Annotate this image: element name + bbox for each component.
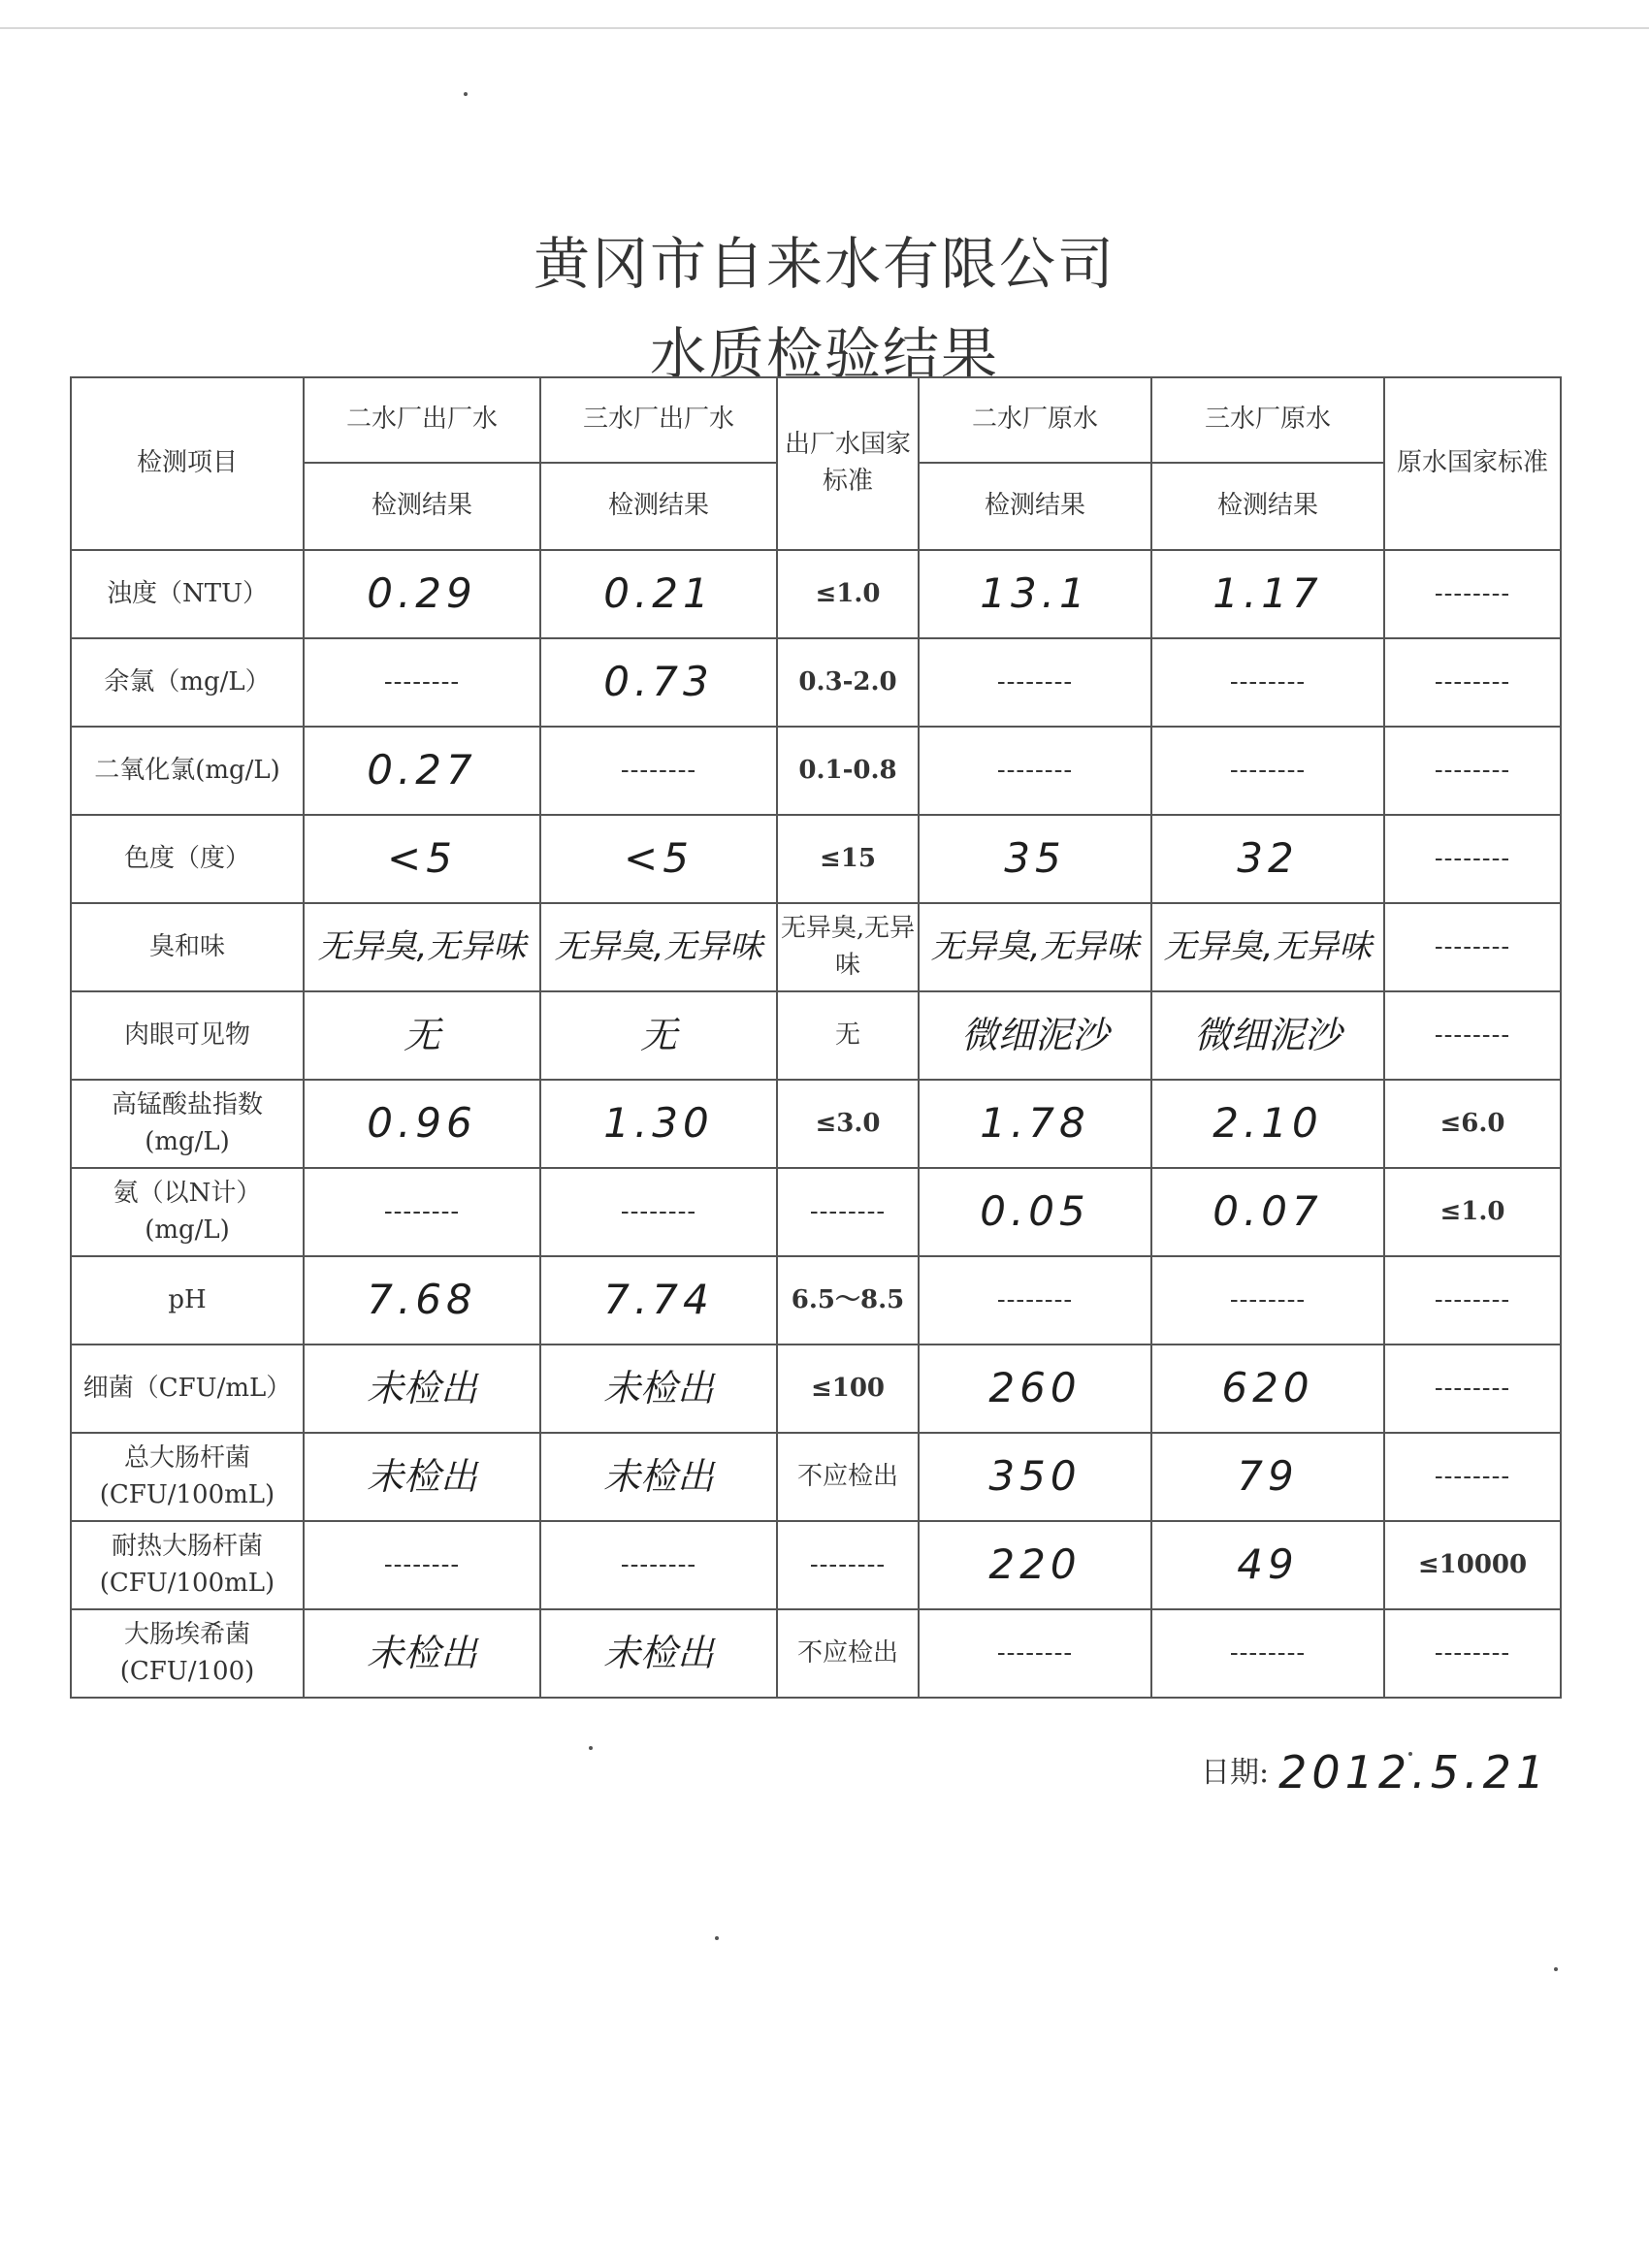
standard-cell: 无异臭,无异味 xyxy=(777,903,919,991)
header-col-c: 二水厂原水 xyxy=(919,377,1151,463)
scan-edge-line xyxy=(0,27,1649,29)
empty-dash-cell: -------- xyxy=(777,1521,919,1609)
handwritten-value: 微细泥沙 xyxy=(960,1013,1109,1056)
handwritten-value: 无异臭,无异味 xyxy=(1163,926,1373,966)
handwritten-value-cell xyxy=(1151,1345,1384,1433)
empty-dash-cell: -------- xyxy=(777,1168,919,1256)
handwritten-value: 0.21 xyxy=(603,569,714,618)
handwritten-value-cell xyxy=(919,1521,1151,1609)
handwritten-value: 32 xyxy=(1237,834,1299,883)
empty-dash-cell: -------- xyxy=(919,1256,1151,1345)
handwritten-value: 620 xyxy=(1221,1364,1314,1412)
handwritten-value: 未检出 xyxy=(602,1631,714,1674)
scan-speck xyxy=(464,92,468,96)
handwritten-value: 0.07 xyxy=(1212,1187,1323,1236)
empty-dash-cell: -------- xyxy=(304,1521,540,1609)
standard-cell: ≤6.0 xyxy=(1384,1080,1561,1168)
handwritten-value: 无异臭,无异味 xyxy=(317,926,527,966)
handwritten-value: 350 xyxy=(988,1452,1082,1501)
handwritten-value: <5 xyxy=(387,834,457,883)
item-label-cell: 氨（以N计）(mg/L) xyxy=(71,1168,304,1256)
handwritten-value: 无 xyxy=(403,1013,440,1056)
item-label-cell: 肉眼可见物 xyxy=(71,991,304,1080)
empty-dash-cell: -------- xyxy=(1151,1256,1384,1345)
handwritten-value: 0.05 xyxy=(980,1187,1090,1236)
handwritten-value: 260 xyxy=(988,1364,1082,1412)
table-row xyxy=(71,1168,1561,1256)
standard-cell: 无 xyxy=(777,991,919,1080)
item-label-cell: 高锰酸盐指数(mg/L) xyxy=(71,1080,304,1168)
header-col-a: 二水厂出厂水 xyxy=(304,377,540,463)
handwritten-value-cell xyxy=(540,903,777,991)
item-label-cell: pH xyxy=(71,1256,304,1345)
item-label-cell: 余氯（mg/L） xyxy=(71,638,304,727)
handwritten-value: 0.29 xyxy=(367,569,477,618)
handwritten-value-cell xyxy=(304,1345,540,1433)
standard-cell: ≤10000 xyxy=(1384,1521,1561,1609)
handwritten-value-cell xyxy=(919,815,1151,903)
table-row xyxy=(71,1521,1561,1609)
scan-speck xyxy=(589,1746,593,1750)
empty-dash-cell: -------- xyxy=(1384,1345,1561,1433)
handwritten-value-cell xyxy=(304,815,540,903)
standard-cell: 0.1-0.8 xyxy=(777,727,919,815)
handwritten-value: 13.1 xyxy=(980,569,1090,618)
handwritten-value: 1.17 xyxy=(1212,569,1323,618)
table-row xyxy=(71,638,1561,727)
subheader-result: 检测结果 xyxy=(919,463,1151,550)
standard-cell: ≤1.0 xyxy=(1384,1168,1561,1256)
header-raw-std: 原水国家标准 xyxy=(1384,377,1561,550)
handwritten-value-cell xyxy=(919,1168,1151,1256)
item-label-cell: 浊度（NTU） xyxy=(71,550,304,638)
handwritten-value-cell xyxy=(919,1433,1151,1521)
empty-dash-cell: -------- xyxy=(1384,550,1561,638)
handwritten-value: 未检出 xyxy=(602,1454,714,1498)
table-row xyxy=(71,727,1561,815)
handwritten-value-cell xyxy=(540,550,777,638)
item-label-cell: 色度（度） xyxy=(71,815,304,903)
header-row xyxy=(71,377,1561,463)
table-row xyxy=(71,550,1561,638)
handwritten-value: 0.96 xyxy=(367,1099,477,1148)
handwritten-value-cell xyxy=(304,1609,540,1698)
standard-cell: 不应检出 xyxy=(777,1433,919,1521)
handwritten-value-cell xyxy=(919,550,1151,638)
handwritten-value: 未检出 xyxy=(602,1366,714,1409)
handwritten-value-cell xyxy=(919,1345,1151,1433)
handwritten-value-cell xyxy=(1151,991,1384,1080)
handwritten-value-cell xyxy=(540,991,777,1080)
table-row xyxy=(71,1256,1561,1345)
handwritten-value: 无异臭,无异味 xyxy=(554,926,763,966)
subheader-result: 检测结果 xyxy=(540,463,777,550)
empty-dash-cell: -------- xyxy=(304,638,540,727)
handwritten-value: 未检出 xyxy=(366,1454,477,1498)
handwritten-value: 无 xyxy=(639,1013,677,1056)
handwritten-value-cell xyxy=(304,991,540,1080)
subheader-result: 检测结果 xyxy=(1151,463,1384,550)
header-out-std: 出厂水国家标准 xyxy=(777,377,919,550)
table-row xyxy=(71,1433,1561,1521)
handwritten-value: 35 xyxy=(1004,834,1066,883)
header-col-d: 三水厂原水 xyxy=(1151,377,1384,463)
empty-dash-cell: -------- xyxy=(1384,727,1561,815)
header-col-b: 三水厂出厂水 xyxy=(540,377,777,463)
handwritten-value: 7.68 xyxy=(367,1276,477,1324)
handwritten-value: 2.10 xyxy=(1212,1099,1323,1148)
handwritten-value-cell xyxy=(1151,1521,1384,1609)
empty-dash-cell: -------- xyxy=(1151,1609,1384,1698)
report-date xyxy=(1201,1746,1549,1798)
subheader-result: 检测结果 xyxy=(304,463,540,550)
handwritten-value: 0.27 xyxy=(367,746,477,794)
empty-dash-cell: -------- xyxy=(1151,638,1384,727)
handwritten-value-cell xyxy=(540,1256,777,1345)
handwritten-value-cell xyxy=(919,991,1151,1080)
report-title: 水质检验结果 xyxy=(649,321,999,387)
empty-dash-cell: -------- xyxy=(304,1168,540,1256)
handwritten-value-cell xyxy=(540,1080,777,1168)
handwritten-value: 220 xyxy=(988,1540,1082,1589)
empty-dash-cell: -------- xyxy=(1151,727,1384,815)
standard-cell: 0.3-2.0 xyxy=(777,638,919,727)
table-row xyxy=(71,1345,1561,1433)
handwritten-value: 1.30 xyxy=(603,1099,714,1148)
handwritten-value-cell xyxy=(1151,1080,1384,1168)
empty-dash-cell: -------- xyxy=(540,1168,777,1256)
date-value: 2012.5.21 xyxy=(1278,1746,1550,1798)
handwritten-value: 无异臭,无异味 xyxy=(930,926,1140,966)
handwritten-value: 未检出 xyxy=(366,1631,477,1674)
standard-cell: 6.5～8.5 xyxy=(777,1256,919,1345)
handwritten-value-cell xyxy=(304,1433,540,1521)
water-quality-table xyxy=(70,376,1562,1699)
empty-dash-cell: -------- xyxy=(1384,1256,1561,1345)
date-label: 日期: xyxy=(1201,1756,1270,1790)
handwritten-value-cell xyxy=(540,1609,777,1698)
empty-dash-cell: -------- xyxy=(540,727,777,815)
standard-cell: ≤1.0 xyxy=(777,550,919,638)
handwritten-value: 未检出 xyxy=(366,1366,477,1409)
standard-cell: ≤100 xyxy=(777,1345,919,1433)
table-row xyxy=(71,903,1561,991)
handwritten-value: 微细泥沙 xyxy=(1193,1013,1342,1056)
handwritten-value-cell xyxy=(540,638,777,727)
empty-dash-cell: -------- xyxy=(540,1521,777,1609)
scan-speck xyxy=(1554,1967,1558,1971)
item-label-cell: 总大肠杆菌(CFU/100mL) xyxy=(71,1433,304,1521)
empty-dash-cell: -------- xyxy=(1384,1433,1561,1521)
empty-dash-cell: -------- xyxy=(1384,903,1561,991)
handwritten-value: 7.74 xyxy=(603,1276,714,1324)
standard-cell: ≤3.0 xyxy=(777,1080,919,1168)
item-label-cell: 二氧化氯(mg/L) xyxy=(71,727,304,815)
standard-cell: 不应检出 xyxy=(777,1609,919,1698)
handwritten-value-cell xyxy=(1151,1433,1384,1521)
handwritten-value-cell xyxy=(919,1080,1151,1168)
item-label-cell: 大肠埃希菌(CFU/100) xyxy=(71,1609,304,1698)
standard-cell: ≤15 xyxy=(777,815,919,903)
handwritten-value-cell xyxy=(1151,815,1384,903)
item-label-cell: 细菌（CFU/mL） xyxy=(71,1345,304,1433)
handwritten-value-cell xyxy=(304,1080,540,1168)
table-row xyxy=(71,1080,1561,1168)
empty-dash-cell: -------- xyxy=(919,638,1151,727)
handwritten-value-cell xyxy=(304,903,540,991)
handwritten-value-cell xyxy=(919,903,1151,991)
handwritten-value-cell xyxy=(540,1433,777,1521)
empty-dash-cell: -------- xyxy=(1384,991,1561,1080)
handwritten-value-cell xyxy=(1151,903,1384,991)
item-label-cell: 臭和味 xyxy=(71,903,304,991)
handwritten-value: 49 xyxy=(1237,1540,1299,1589)
handwritten-value-cell xyxy=(1151,550,1384,638)
scan-speck xyxy=(715,1936,719,1940)
table-row xyxy=(71,815,1561,903)
table-row xyxy=(71,991,1561,1080)
handwritten-value: 1.78 xyxy=(980,1099,1090,1148)
empty-dash-cell: -------- xyxy=(1384,815,1561,903)
table-row xyxy=(71,1609,1561,1698)
handwritten-value-cell xyxy=(540,815,777,903)
empty-dash-cell: -------- xyxy=(919,1609,1151,1698)
item-label-cell: 耐热大肠杆菌(CFU/100mL) xyxy=(71,1521,304,1609)
handwritten-value-cell xyxy=(304,550,540,638)
empty-dash-cell: -------- xyxy=(1384,638,1561,727)
company-title: 黄冈市自来水有限公司 xyxy=(533,231,1116,297)
empty-dash-cell: -------- xyxy=(919,727,1151,815)
empty-dash-cell: -------- xyxy=(1384,1609,1561,1698)
handwritten-value: 79 xyxy=(1237,1452,1299,1501)
header-item: 检测项目 xyxy=(71,377,304,550)
handwritten-value-cell xyxy=(304,727,540,815)
handwritten-value-cell xyxy=(540,1345,777,1433)
handwritten-value-cell xyxy=(304,1256,540,1345)
handwritten-value: <5 xyxy=(624,834,694,883)
handwritten-value: 0.73 xyxy=(603,658,714,706)
handwritten-value-cell xyxy=(1151,1168,1384,1256)
